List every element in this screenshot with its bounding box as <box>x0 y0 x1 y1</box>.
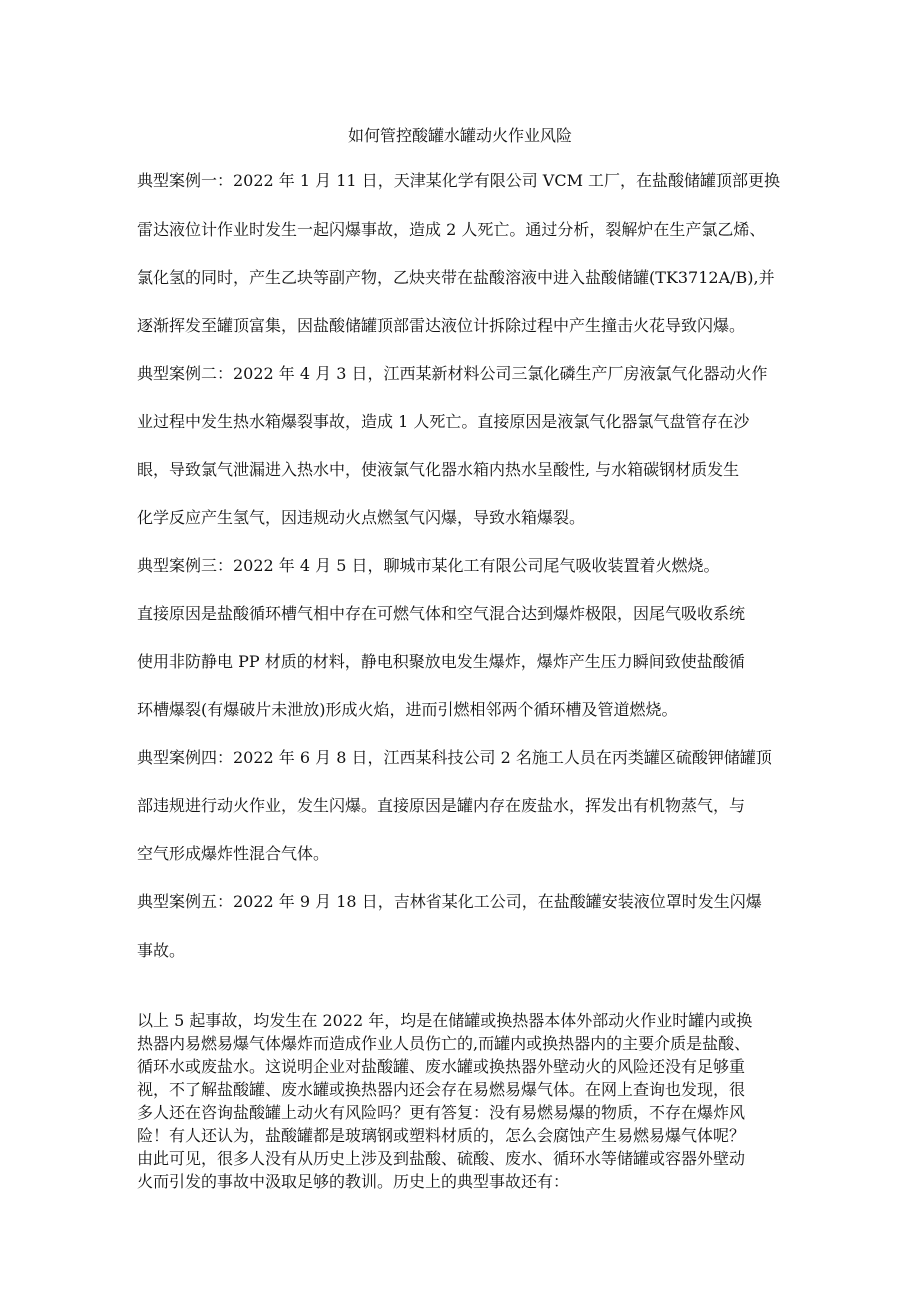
summary-line-1: 以上 5 起事故，均发生在 2022 年，均是在储罐或换热器本体外部动火作业时罐内或换 <box>137 1011 753 1030</box>
case-4-line-2: 部违规进行动火作业，发生闪爆。直接原因是罐内存在废盐水，挥发出有机物蒸气，与 <box>137 796 746 815</box>
case-2-line-2: 业过程中发生热水箱爆裂事故，造成 1 人死亡。直接原因是液氯气化器氯气盘管存在沙 <box>137 412 750 431</box>
case-3-line-2: 直接原因是盐酸循环槽气相中存在可燃气体和空气混合达到爆炸极限，因尾气吸收系统 <box>137 604 746 623</box>
case-1-line-4: 逐渐挥发至罐顶富集，因盐酸储罐顶部雷达液位计拆除过程中产生撞击火花导致闪爆。 <box>137 316 746 335</box>
case-3-line-3: 使用非防静电 PP 材质的材料，静电积聚放电发生爆炸，爆炸产生压力瞬间致使盐酸循 <box>137 652 745 671</box>
case-4-line-3: 空气形成爆炸性混合气体。 <box>137 844 330 863</box>
case-5-line-1: 典型案例五：2022 年 9 月 18 日，吉林省某化工公司，在盐酸罐安装液位罩时发生闪爆 <box>137 892 762 911</box>
case-3-line-4: 环槽爆裂(有爆破片未泄放)形成火焰，进而引燃相邻两个循环槽及管道燃烧。 <box>137 700 678 719</box>
case-1-line-2: 雷达液位计作业时发生一起闪爆事故，造成 2 人死亡。通过分析，裂解炉在生产氯乙烯、 <box>137 220 766 239</box>
case-3-line-1: 典型案例三：2022 年 4 月 5 日，聊城市某化工有限公司尾气吸收装置着火燃烧。 <box>137 556 720 575</box>
case-2-line-3: 眼，导致氯气泄漏进入热水中，使液氯气化器水箱内热水呈酸性, 与水箱碳钢材质发生 <box>137 460 740 479</box>
case-1-line-1: 典型案例一：2022 年 1 月 11 日，天津某化学有限公司 VCM 工厂，在盐酸储罐顶部更换 <box>137 171 781 190</box>
case-2-line-1: 典型案例二：2022 年 4 月 3 日，江西某新材料公司三氯化磷生产厂房液氯气化器动火作 <box>137 364 768 383</box>
case-5-line-2: 事故。 <box>137 941 186 960</box>
case-4-line-1: 典型案例四：2022 年 6 月 8 日，江西某科技公司 2 名施工人员在丙类罐区硫酸钾储罐顶 <box>137 748 772 767</box>
document-title: 如何管控酸罐水罐动火作业风险 <box>347 126 572 145</box>
case-2-line-4: 化学反应产生氢气，因违规动火点燃氢气闪爆，导致水箱爆裂。 <box>137 508 586 527</box>
summary-line-6: 险！有人还认为，盐酸罐都是玻璃钢或塑料材质的，怎么会腐蚀产生易燃易爆气体呢？ <box>137 1126 746 1145</box>
summary-line-4: 视，不了解盐酸罐、废水罐或换热器内还会存在易燃易爆气体。在网上查询也发现，很 <box>137 1080 746 1099</box>
summary-line-7: 由此可见，很多人没有从历史上涉及到盐酸、硫酸、废水、循环水等储罐或容器外壁动 <box>137 1149 746 1168</box>
summary-line-3: 循环水或废盐水。这说明企业对盐酸罐、废水罐或换热器外壁动火的风险还没有足够重 <box>137 1057 746 1076</box>
summary-line-5: 多人还在咨询盐酸罐上动火有风险吗？更有答复：没有易燃易爆的物质，不存在爆炸风 <box>137 1103 746 1122</box>
case-1-line-3: 氯化氢的同时，产生乙块等副产物，乙炔夹带在盐酸溶液中进入盐酸储罐(TK3712A/B),并 <box>137 268 775 287</box>
summary-line-2: 热器内易燃易爆气体爆炸而造成作业人员伤亡的,而罐内或换热器内的主要介质是盐酸、 <box>137 1034 751 1053</box>
summary-line-8: 火而引发的事故中汲取足够的教训。历史上的典型事故还有： <box>137 1172 570 1191</box>
